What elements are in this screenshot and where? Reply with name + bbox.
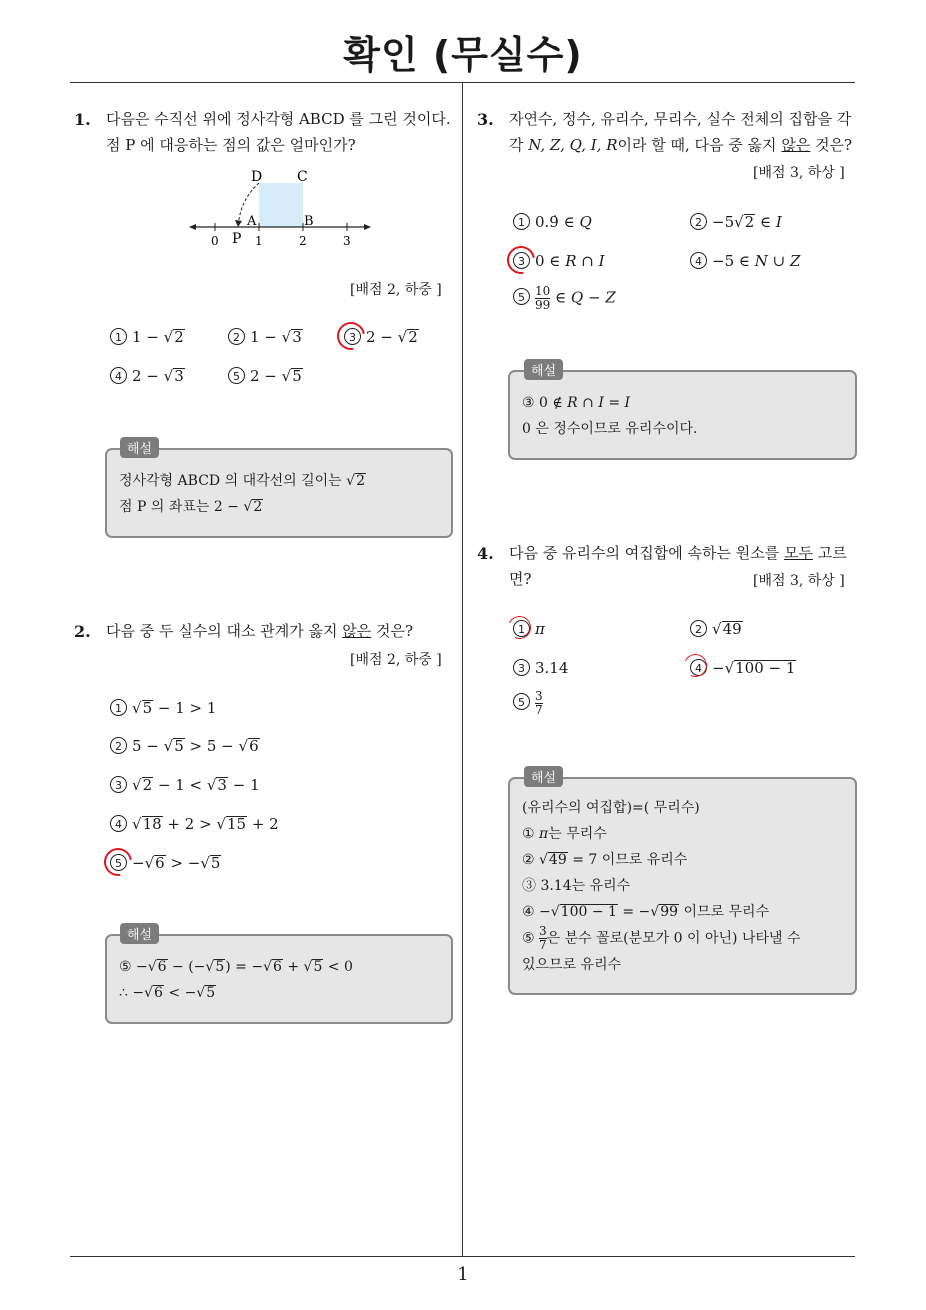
q4-explanation-line2: ① π는 무리수	[522, 826, 607, 842]
q3-number: 3.	[477, 110, 494, 129]
svg-text:3: 3	[343, 234, 351, 248]
q4-option-1[interactable]: 1 π	[513, 620, 545, 639]
q2-explanation-label: 해설	[120, 923, 159, 944]
q1-explanation-line2: 점 P 의 좌표는 2 − √2	[119, 499, 263, 515]
square-abcd	[259, 183, 303, 227]
q1-explanation-box	[105, 448, 453, 538]
q3-text-line1: 자연수, 정수, 유리수, 무리수, 실수 전체의 집합을 각	[509, 110, 852, 128]
bottom-rule	[70, 1256, 855, 1257]
q4-explanation-line6: ⑤ $\frac{3}{7}$ 은 분수 꼴로(분모가 0 이 아닌) 나타낼 수	[522, 924, 801, 952]
q4-explanation-line4: ③ 3.14는 유리수	[522, 878, 631, 894]
q4-text-line2: 면?	[509, 570, 532, 588]
label-b: B	[304, 214, 314, 229]
q1-option-4[interactable]: 4 2 − √3	[110, 367, 185, 386]
q1-option-3[interactable]: 3 2 − √2	[344, 328, 419, 347]
q4-explanation-line3: ② √49 = 7 이므로 유리수	[522, 852, 688, 868]
q3-option-3[interactable]: 3 0 ∈ R ∩ I	[513, 252, 605, 271]
q4-explanation-line7: 있으므로 유리수	[522, 957, 622, 973]
label-c: C	[297, 169, 308, 185]
q1-text-line2: 점 P 에 대응하는 점의 값은 얼마인가?	[106, 136, 356, 154]
q2-explanation-line2: ∴ −√6 < −√5	[119, 985, 216, 1001]
q2-number: 2.	[74, 622, 91, 641]
q3-score: [배점 3, 하상 ]	[753, 165, 845, 181]
q3-option-5[interactable]: 5 $\frac{10}{99}$ ∈ Q − Z	[513, 285, 616, 312]
q4-number: 4.	[477, 544, 494, 563]
q3-explanation-label: 해설	[524, 359, 563, 380]
q3-answer-mark	[502, 241, 541, 280]
q4-score: [배점 3, 하상 ]	[753, 573, 845, 589]
q4-option-4[interactable]: 4 −√100 − 1	[690, 659, 796, 678]
q2-option-2[interactable]: 2 5 − √5 > 5 − √6	[110, 737, 260, 756]
q4-option-2[interactable]: 2 √49	[690, 620, 743, 639]
q1-number: 1.	[74, 110, 91, 129]
q4-option-3[interactable]: 3 3.14	[513, 659, 568, 678]
q2-explanation-box	[105, 934, 453, 1024]
q1-score: [배점 2, 하중 ]	[350, 282, 442, 298]
q4-option-5[interactable]: 5 $\frac{3}{7}$	[513, 690, 543, 717]
page-title: 확인 (무실수)	[343, 33, 583, 77]
q2-option-3[interactable]: 3 √2 − 1 < √3 − 1	[110, 776, 260, 795]
q2-option-5[interactable]: 5 −√6 > −√5	[110, 854, 221, 873]
q4-text-line1: 다음 중 유리수의 여집합에 속하는 원소를 모두 고르	[509, 544, 847, 562]
q2-explanation-line1: ⑤ −√6 − (−√5) = −√6 + √5 < 0	[119, 959, 353, 975]
q4-explanation-line1: (유리수의 여집합)=( 무리수)	[522, 800, 700, 816]
q1-explanation-label: 해설	[120, 437, 159, 458]
q3-option-4[interactable]: 4 −5 ∈ N ∪ Z	[690, 252, 800, 271]
page-number: 1	[457, 1264, 469, 1285]
label-p: P	[232, 231, 242, 247]
q3-text-line2: 각 N, Z, Q, I, R이라 할 때, 다음 중 옳지 않은 것은?	[509, 136, 853, 154]
q3-option-1[interactable]: 1 0.9̇ ∈ Q	[513, 213, 592, 232]
q3-explanation-line2: 0 은 정수이므로 유리수이다.	[522, 421, 698, 437]
q2-answer-mark	[99, 843, 138, 882]
label-d: D	[251, 169, 263, 185]
svg-text:2: 2	[299, 234, 307, 248]
q3-option-2[interactable]: 2 −5√2 ∈ I	[690, 213, 782, 232]
q3-explanation-box	[508, 370, 857, 460]
arrow-right	[364, 224, 371, 230]
q1-answer-mark	[332, 317, 371, 356]
q1-explanation-line1: 정사각형 ABCD 의 대각선의 길이는 √2	[119, 473, 365, 489]
arrow-left	[189, 224, 196, 230]
q1-option-1[interactable]: 1 1 − √2	[110, 328, 185, 347]
q1-text-line1: 다음은 수직선 위에 정사각형 ABCD 를 그린 것이다.	[106, 110, 451, 128]
q2-score: [배점 2, 하중 ]	[350, 652, 442, 668]
q4-explanation-box	[508, 777, 857, 995]
svg-text:0: 0	[211, 234, 219, 248]
q1-option-2[interactable]: 2 1 − √3	[228, 328, 303, 347]
q2-option-4[interactable]: 4 √18 + 2 > √15 + 2	[110, 815, 279, 834]
q4-explanation-label: 해설	[524, 766, 563, 787]
q1-option-5[interactable]: 5 2 − √5	[228, 367, 303, 386]
svg-text:1: 1	[255, 234, 263, 248]
q2-text: 다음 중 두 실수의 대소 관계가 옳지 않은 것은?	[106, 622, 414, 640]
q3-explanation-line1: ③ 0 ∉ R ∩ I = I	[522, 395, 631, 411]
q1-number-line-diagram	[185, 165, 375, 250]
label-a: A	[247, 214, 257, 229]
q2-option-1[interactable]: 1 √5 − 1 > 1	[110, 699, 216, 718]
q4-explanation-line5: ④ −√100 − 1 = −√99 이므로 무리수	[522, 904, 770, 920]
column-divider	[462, 83, 463, 1257]
